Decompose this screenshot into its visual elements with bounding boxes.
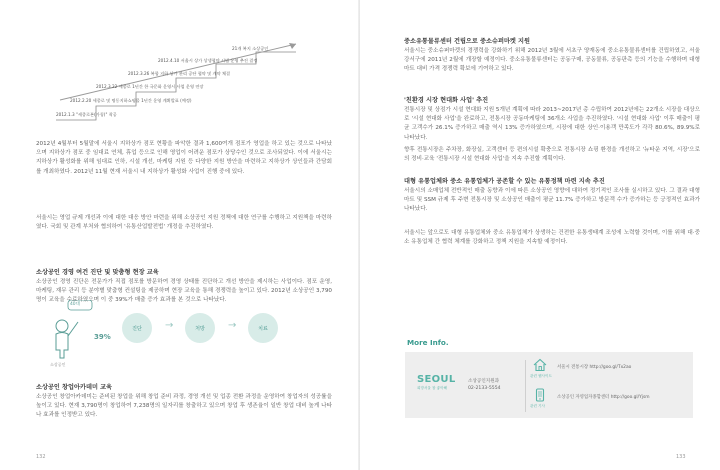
seoul-logo: SEOUL	[417, 374, 456, 385]
market-paragraph: 전통시장 및 상점가 시설 현대화 지원 5개년 계획에 따라 2013~2017년 총 수립하여 2012년에는 22개소 시장을 대상으로 '시설 현대화 사업'을 완료하고, 전통시장 공동마케팅에 36개소 사업을 추진하였다. '시설 현대화 사업' 이후 매출이 평균 고객수가 26.1% 증가하고 매출 역시 13% 증가하였으며, 시장에 대한 상인·이용객 만족도가 각각 80.6%, 89.9%로 나타났다.	[404, 107, 700, 141]
website-caption: 관련 웹사이트	[530, 374, 552, 378]
policy-paragraph: 서울시의 소매업체 전반적인 매출 동향과 이에 따른 소상공인 영향에 대하여 정기적인 조사를 실시하고 있다. 그 결과 대형마트 및 SSM 규제 후 주변 전통시장 및 소상공인 매출이 평균 11.7% 증가하고 방문객 수가 증가하는 등 긍정적인 효과가 나타났다.	[404, 188, 700, 213]
circle-label: 치료	[258, 325, 268, 332]
seoul-slogan: 희망서울 참 좋아해	[417, 386, 448, 390]
process-circle-diagnose	[122, 313, 152, 343]
article-link[interactable]: 소상공인 자영업자종합센터 http://goo.gl/Yjsm	[557, 395, 650, 400]
section-heading-academy: 소상공인 창업아카데미 교육	[36, 384, 113, 391]
org-name: 소상공인지원과	[468, 379, 500, 384]
article-caption: 관련 기사	[530, 404, 546, 408]
logistics-paragraph: 서울시는 중소슈퍼마켓의 경쟁력을 강화하기 위해 2012년 3월에 서초구 양재동에 중소유통물류센터를 건립하였고, 서울 강서구에 2011년 2월에 개장할 예정이다. 중소유통물류센터는 공동구매, 공동물류, 공동판촉 등의 기능을 수행하며 대형마트 대비 가격 경쟁력 확보에 기여하고 있다.	[404, 48, 700, 73]
arrow-right-icon: →	[228, 320, 237, 331]
second-paragraph: 서울시는 영업 규제 개선과 이에 대한 대응 방안 마련을 위해 소상공인 지원 정책에 대한 연구를 수행하고 지원책을 마련하였다. 국회 및 관계 부처와 협의하여 '유통산업발전법' 개정을 추진하였다.	[36, 215, 332, 231]
home-icon	[533, 358, 547, 372]
timeline-step-4: 2012.3.26 복합 지하 상가 관리 공단 협약 및 계약 체결	[128, 71, 231, 76]
circle-label: 처방	[195, 325, 205, 332]
academy-paragraph: 소상공인 창업아카데미는 준비된 창업을 위해 창업 준비 과정, 경영 개선 및 업종 전환 과정을 운영하여 창업자의 성공률을 높이고 있다. 현재 3,790명이 창업하여 7,238명의 일자리를 창출하고 있으며 창업 후 생존율이 일반 창업 대비 높게 나타나 효과를 인정받고 있다.	[36, 394, 332, 419]
arrow-right-icon: →	[165, 320, 174, 331]
timeline-step-6: 21개 복지 소상공인	[232, 46, 269, 51]
person-caption: 소상공인	[50, 362, 66, 367]
section-heading-diagnosis: 소상공인 경영 여건 진단 및 맞춤형 현장 교육	[36, 269, 159, 276]
timeline-step-2: 2012.2.20 세종로 및 명동지하쇼핑몰 1년간 운영 계획발표 (예정)	[70, 98, 192, 103]
intro-paragraph: 2012년 4월부터 5월말에 서울시 지하상가 점포 현황을 파악한 결과 1,600여개 점포가 영업을 하고 있는 것으로 나타났으며 지하상가 점포 중 임대료 연체, 휴업 등으로 인해 영업이 어려운 점포가 상당수인 것으로 조사되었다. 이에 서울시는 지하상가 활성화를 위해 임대료 인하, 시설 개선, 마케팅 지원 등 다양한 지원 방안을 마련하고 지하상가 상인들과 간담회를 개최하였다. 2012년 11월 현재 서울시 내 지하상가 활성화 사업이 진행 중에 있다.	[36, 141, 332, 175]
timeline-step-5: 2012.4.10 서울시 상가 상생협약 시범 운영 추진 결정	[158, 58, 258, 63]
more-info-box	[405, 352, 693, 418]
timeline-staircase	[56, 40, 306, 128]
section-heading-logistics: 중소유통물류센터 건립으로 중소슈퍼마켓 지원	[404, 38, 531, 45]
process-circle-prescribe	[185, 313, 215, 343]
diagnosis-paragraph: 소상공인 경영 진단은 전문가가 직접 점포를 방문하여 경영 상태를 진단하고 개선 방안을 제시하는 사업이다. 점포 운영, 마케팅, 재무 관리 등 분야별 맞춤형 컨설팅을 제공하며 현장 교육을 통해 경쟁력을 높이고 있다. 2012년 소상공인 3,790명이 교육을 수료하였으며 이 중 39%가 매출 증가 효과를 본 것으로 나타났다.	[36, 279, 332, 304]
page-number-left: 132	[36, 454, 46, 460]
growth-arrow-head	[289, 43, 296, 49]
org-phone: 02-2133-5554	[468, 386, 501, 391]
section-heading-market: '친환경 시장 현대화 사업' 추진	[404, 97, 489, 104]
process-circle-treat	[248, 313, 278, 343]
circle-label: 진단	[132, 325, 142, 332]
percent-figure: 39%	[94, 333, 111, 341]
person-badge: 40대	[70, 302, 80, 307]
divider	[525, 360, 526, 412]
website-link[interactable]: 서울시 전통시장 http://goo.gl/Tx2ao	[557, 365, 632, 370]
section-heading-policy: 대형 유통업체와 중소 유통업체가 공존할 수 있는 유통정책 마련 지속 추진	[404, 178, 605, 185]
person-icon	[44, 300, 104, 360]
smartphone-icon	[533, 388, 547, 402]
contact-info	[468, 378, 501, 392]
more-info-heading: More Info.	[407, 338, 449, 347]
page-number-right: 133	[676, 454, 686, 460]
timeline-step-3: 2012.3.22 세종로 1년간 한 국문화 운영시 사업 운영 연장	[96, 84, 204, 89]
closing-paragraph: 서울시는 앞으로도 대형 유통업체와 중소 유통업체가 상생하는 건전한 유통생태계 조성에 노력할 것이며, 이를 위해 대·중소 유통업체 간 협력 체계를 강화하고 정책 지원을 지속할 예정이다.	[404, 230, 700, 246]
timeline-step-1: 2012.1.3 "세종로본(가칭)" 착공	[56, 112, 117, 117]
market-future-paragraph: 향후 전통시장은 주차장, 화장실, 고객센터 등 편의시설 확충으로 전통시장 쇼핑 환경을 개선하고 '뉴타운 지역, 시장'으로의 정비·교육 '전통시장 시설 현대화 사업'을 지속 추진할 계획이다.	[404, 147, 700, 163]
